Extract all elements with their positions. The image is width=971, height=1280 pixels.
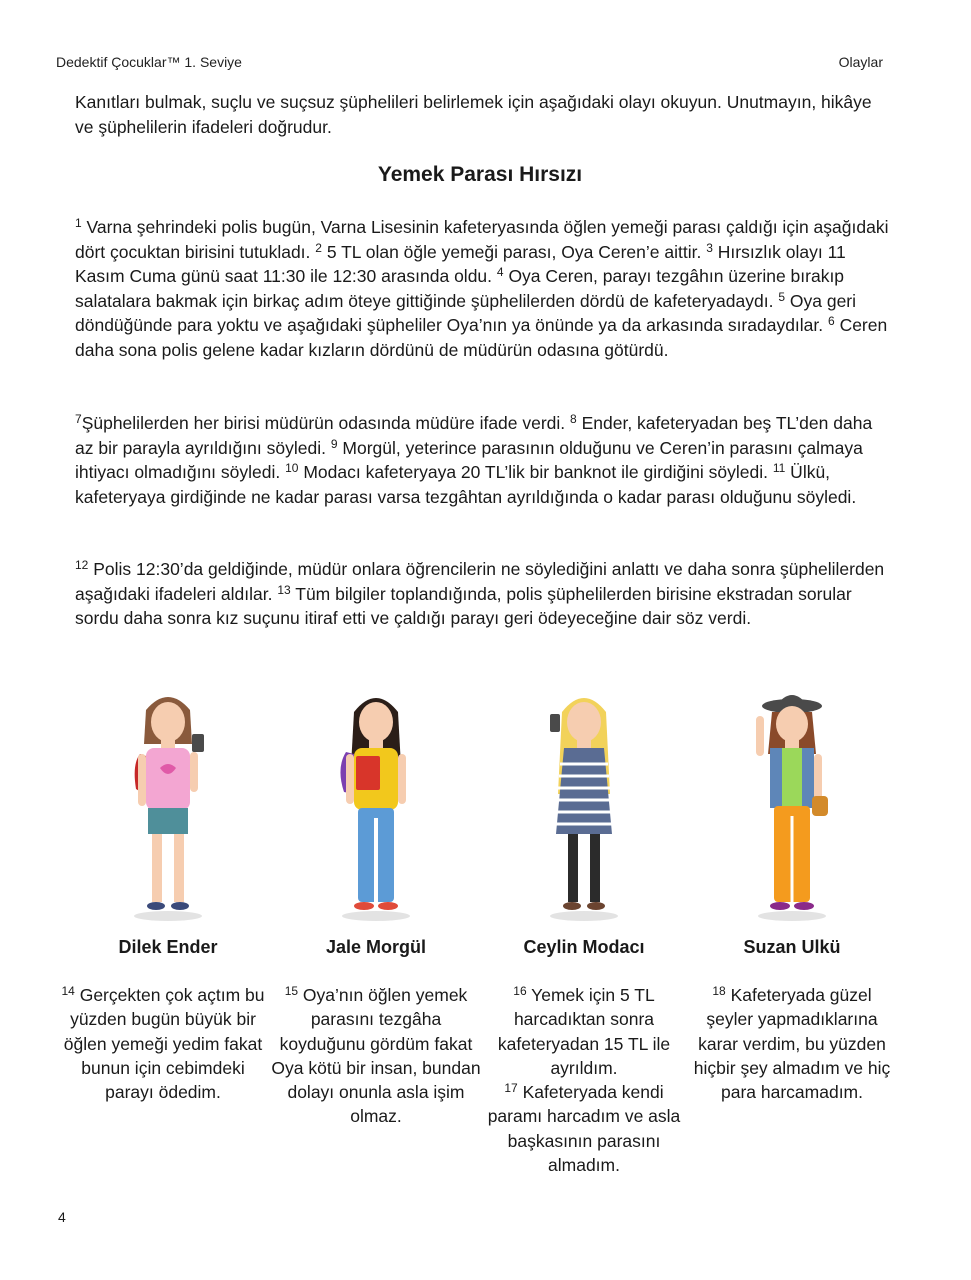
running-header-title: Dedektif Çocuklar™ 1. Seviye xyxy=(56,54,242,70)
suspect-illustration-dilek xyxy=(108,684,228,924)
sentence-number: 1 xyxy=(75,216,82,230)
sentence-number: 12 xyxy=(75,558,89,572)
sentence-number: 8 xyxy=(570,412,577,426)
sentence-text: 5 TL olan öğle yemeği parası, Oya Ceren’e aittir. xyxy=(321,241,707,262)
sentence-number: 16 xyxy=(513,984,527,998)
sentence-text: Gerçekten çok açtım bu yüzden bugün büyük bir öğlen yemeği yedim fakat bunun için cebimdeki parayı ödedim. xyxy=(63,985,265,1103)
page-number: 4 xyxy=(58,1209,66,1225)
sentence-number: 6 xyxy=(828,314,835,328)
story-title: Yemek Parası Hırsızı xyxy=(377,163,583,186)
statement-block xyxy=(271,983,481,1129)
sentence-text: Varna şehrindeki polis bugün, Varna Lisesinin kafeteryasında öğlen yemeği parası çaldığı için aşağıdaki dört çocuktan birisini tutukladı. xyxy=(75,217,889,262)
suspect-statement-1 xyxy=(58,983,268,1104)
sentence-text: Kafeteryada güzel şeyler yapmadıklarına karar verdim, bu yüzden hiçbir şey almadım ve hiç para harcamadım. xyxy=(693,985,891,1103)
story-paragraph-1 xyxy=(75,215,895,362)
story-paragraph-2 xyxy=(75,411,895,509)
sentence-text: Oya’nın öğlen yemek parasını tezgâha koyduğunu gördüm fakat Oya kötü bir insan, bundan dolayı onunla asla işim olmaz. xyxy=(271,985,481,1127)
suspect-illustration-jale xyxy=(316,684,436,924)
sentence-text: Polis 12:30’da geldiğinde, müdür onlara öğrencilerin ne söylediğini anlattı ve daha sonra şüphelilerden aşağıdaki ifadeleri aldılar. xyxy=(75,559,885,604)
sentence-number: 9 xyxy=(330,436,338,451)
sentence-text: Kafeteryada kendi paramı harcadım ve asla başkasının parasını almadım. xyxy=(487,1082,681,1176)
statement-block xyxy=(479,983,689,1080)
suspect-statement-3 xyxy=(479,983,689,1177)
sentence-text: Ceren daha sona polis gelene kadar kızların dördünü de müdürün odasına götürdü. xyxy=(75,315,888,360)
sentence-number: 15 xyxy=(284,984,299,998)
sentence-number: 17 xyxy=(504,1081,518,1096)
sentence-text: Yemek için 5 TL harcadıktan sonra kafeteryadan 15 TL ile ayrıldım. xyxy=(497,985,671,1078)
sentence-text: Şüphelilerden her birisi müdürün odasında müdüre ifade verdi. xyxy=(81,413,571,433)
sentence-text: Oya geri döndüğünde para yoktu ve aşağıdaki şüpheliler Oya’nın ya önünde ya da arkasında sıradaydılar. xyxy=(75,290,857,335)
sentence-number: 11 xyxy=(772,461,786,475)
suspect-illustration-ceylin xyxy=(524,684,644,924)
sentence-number: 4 xyxy=(496,265,504,279)
sentence-text: Morgül, yeterince parasının olduğunu ve Ceren’in parasını çalmaya ihtiyacı olmadığını söyledi. xyxy=(75,437,863,482)
statement-block xyxy=(58,983,268,1104)
sentence-number: 18 xyxy=(712,984,726,998)
suspect-statement-4 xyxy=(687,983,897,1104)
sentence-number: 13 xyxy=(277,582,291,597)
suspect-name-3: Ceylin Modacı xyxy=(523,937,645,957)
sentence-number: 3 xyxy=(706,240,713,255)
intro-text: Kanıtları bulmak, suçlu ve suçsuz şüphelileri belirlemek için aşağıdaki olayı okuyun. Unutmayın, hikâye ve şüphelilerin ifadeleri doğrudur. xyxy=(75,92,872,137)
suspect-name-4: Suzan Ulkü xyxy=(743,937,841,957)
sentence-text: Ender, kafeteryadan beş TL’den daha az bir parayla ayrıldığını söyledi. xyxy=(75,413,873,458)
suspect-statement-2 xyxy=(271,983,481,1129)
running-header-section: Olaylar xyxy=(838,54,883,70)
statement-block xyxy=(687,983,897,1104)
suspect-name-1: Dilek Ender xyxy=(118,937,218,957)
sentence-text: Modacı kafeteryaya 20 TL’lik bir banknot ile girdiğini söyledi. xyxy=(298,462,773,482)
sentence-number: 7 xyxy=(75,412,82,426)
sentence-number: 2 xyxy=(315,240,322,255)
sentence-number: 5 xyxy=(778,289,786,304)
sentence-text: Ülkü, kafeteryaya girdiğinde ne kadar parası varsa tezgâhtan ayrıldığında o kadar parası olduğunu söyledi. xyxy=(75,462,857,507)
suspect-name-2: Jale Morgül xyxy=(325,937,427,957)
statement-block xyxy=(479,1080,689,1177)
sentence-text: Hırsızlık olayı 11 Kasım Cuma günü saat 11:30 ile 12:30 arasında oldu. xyxy=(75,241,846,286)
sentence-text: Oya Ceren, parayı tezgâhın üzerine bırakıp salatalara bakmak için birkaç adım öteye gittiğinde şüphelilerden dördü de kafeteryadaydı. xyxy=(75,266,845,311)
sentence-number: 10 xyxy=(285,461,299,475)
suspect-illustration-suzan xyxy=(732,684,852,924)
story-paragraph-3 xyxy=(75,557,895,631)
sentence-number: 14 xyxy=(61,984,75,998)
sentence-text: Tüm bilgiler toplandığında, polis şüphelilerden birisine ekstradan sorular sordu daha sonra kız suçunu itiraf etti ve çaldığı parayı geri ödeyeceğine dair söz verdi. xyxy=(75,583,852,628)
